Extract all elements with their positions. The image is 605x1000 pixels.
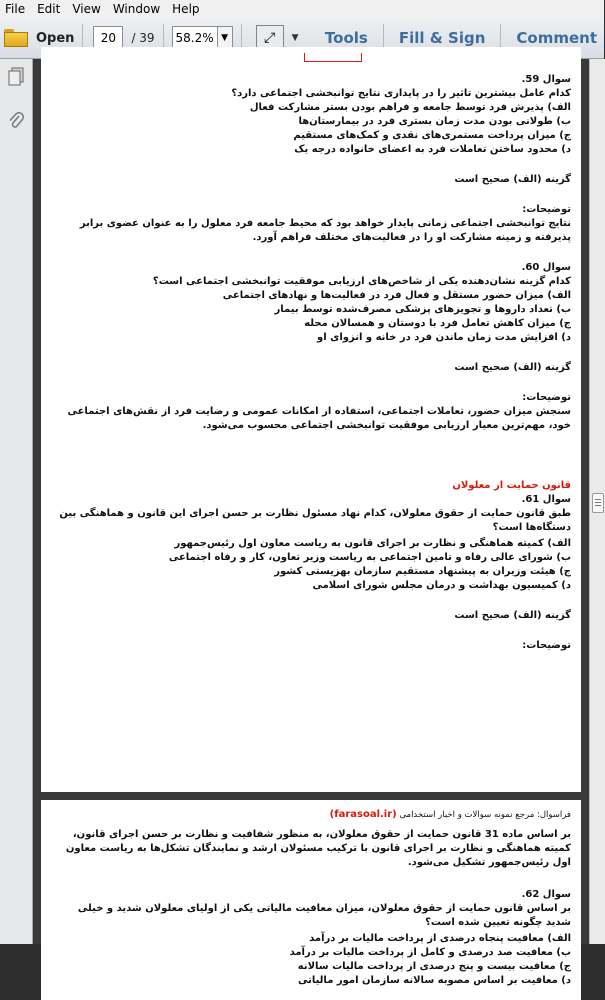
option-a: الف) پذیرش فرد توسط جامعه و فراهم بودن بستر مشارکت فعال	[249, 102, 571, 113]
folder-icon	[4, 29, 28, 47]
header-text: فراسوال: مرجع نمونه سوالات و اخبار استخدامی	[399, 810, 571, 820]
document-viewer[interactable]	[33, 59, 589, 986]
zoom-dropdown-icon[interactable]: ▼	[218, 26, 233, 50]
pdf-page	[41, 47, 581, 792]
section-title: قانون حمایت از معلولان	[452, 480, 571, 491]
menu-view[interactable]: View	[72, 2, 101, 16]
option-c: ج) میزان کاهش تعامل فرد با دوستان و همسالان محله	[304, 318, 571, 329]
explanation-label: توضیحات:	[522, 204, 571, 215]
question-text: بر اساس قانون حمایت از حقوق معلولان، میزان معافیت مالیاتی یکی از اولیای معلولان شدید و خیلی شدید چگونه تعیین شده است؟	[77, 903, 571, 928]
question-title: سوال 60.	[521, 262, 571, 273]
answer-line: گزینه (الف) صحیح است	[454, 610, 571, 621]
explanation-text: نتایج توانبخشی اجتماعی زمانی پایدار خواهد بود که محیط جامعه فرد معلول را به عنوان عضوی برابر پذیرفته و زمینه مشارکت او را در فعالیت‌های مختلف فراهم آورد.	[79, 218, 571, 243]
page-header	[51, 808, 571, 822]
menu-file[interactable]: File	[5, 2, 26, 16]
explanation-label: توضیحات:	[522, 392, 571, 403]
question-text: طبق قانون حمایت از حقوق معلولان، کدام نهاد مسئول نظارت بر حسن اجرای این قانون و هماهنگی بین دستگاه‌ها است؟	[59, 508, 571, 533]
option-c: ج) هیئت وزیران به پیشنهاد مستقیم سازمان بهزیستی کشور	[274, 566, 571, 577]
option-c: ج) میزان پرداخت مستمری‌های نقدی و کمک‌های مستقیم	[293, 130, 571, 141]
open-label: Open	[36, 30, 75, 46]
option-b: ب) طولانی بودن مدت زمان بستری فرد در بیمارستان‌ها	[298, 116, 571, 127]
explanation-text: بر اساس ماده 31 قانون حمایت از حقوق معلولان، به منظور شفافیت و نظارت بر حسن اجرای قانون، کمیته هماهنگی و نظارت بر اجرای قانون با ترکیب مسئولان ارشد و نمایندگان تشکل‌ها به ریاست معاون اول رئیس‌جمهور تشکیل می‌شود.	[65, 829, 571, 868]
header-link[interactable]: (farasoal.ir)	[329, 809, 397, 820]
vertical-scrollbar[interactable]	[589, 59, 605, 944]
zoom-input[interactable]: 58.2%	[172, 26, 218, 50]
page-number-input[interactable]: 20	[93, 26, 123, 50]
chevron-down-icon[interactable]: ▼	[291, 33, 299, 43]
question-title: سوال 59.	[521, 74, 571, 85]
explanation-text: سنجش میزان حضور، تعاملات اجتماعی، استفاده از امکانات عمومی و رضایت فرد از نقش‌های اجتماعی خود، مهم‌ترین معیار ارزیابی موفقیت توانبخشی اجتماعی محسوب می‌شود.	[67, 406, 571, 431]
tools-button[interactable]: Tools	[324, 29, 368, 47]
option-a: الف) کمیته هماهنگی و نظارت بر اجرای قانون به ریاست معاون اول رئیس‌جمهور	[174, 538, 571, 549]
option-a: الف) میزان حضور مستقل و فعال فرد در فعالیت‌ها و نهادهای اجتماعی	[222, 290, 571, 301]
option-c: ج) معافیت بیست و پنج درصدی از پرداخت مالیات سالانه	[297, 961, 571, 972]
menu-edit[interactable]: Edit	[37, 2, 61, 16]
option-d: د) کمیسیون بهداشت و درمان مجلس شورای اسلامی	[312, 580, 571, 591]
option-d: د) معافیت بر اساس مصوبه سالانه سازمان امور مالیاتی	[297, 975, 571, 986]
question-text: کدام عامل بیشترین تاثیر را در پایداری نتایج توانبخشی اجتماعی دارد؟	[231, 88, 571, 99]
option-a: الف) معافیت پنجاه درصدی از پرداخت مالیات بر درآمد	[309, 933, 571, 944]
cut-off-red-box	[304, 53, 362, 62]
option-b: ب) شورای عالی رفاه و تامین اجتماعی به ریاست وزیر تعاون، کار و رفاه اجتماعی	[168, 552, 571, 563]
option-d: د) افزایش مدت زمان ماندن فرد در خانه و انزوای او	[317, 332, 571, 343]
attachments-paperclip-icon[interactable]	[7, 111, 25, 131]
answer-line: گزینه (الف) صحیح است	[454, 362, 571, 373]
menu-window[interactable]: Window	[112, 2, 161, 16]
menu-bar	[0, 0, 604, 18]
scrollbar-thumb[interactable]	[592, 493, 604, 513]
answer-line: گزینه (الف) صحیح است	[454, 174, 571, 185]
menu-help[interactable]: Help	[172, 2, 200, 16]
page-thumbnails-icon[interactable]	[7, 67, 25, 87]
comment-button[interactable]: Comment	[516, 29, 597, 47]
expand-arrows-icon: ⤢	[263, 30, 276, 46]
option-d: د) محدود ساختن تعاملات فرد به اعضای خانواده درجه یک	[294, 144, 571, 155]
question-title: سوال 62.	[521, 889, 571, 900]
page-total: / 39	[131, 31, 155, 45]
explanation-label: توضیحات:	[522, 640, 571, 651]
fill-sign-button[interactable]: Fill & Sign	[398, 29, 486, 47]
pdf-page	[41, 800, 581, 1000]
option-b: ب) تعداد داروها و تجویزهای پزشکی مصرف‌شده توسط بیمار	[274, 304, 571, 315]
option-b: ب) معافیت صد درصدی و کامل از پرداخت مالیات بر درآمد	[289, 947, 571, 958]
question-title: سوال 61.	[521, 494, 571, 505]
navigation-panel	[0, 59, 33, 944]
question-text: کدام گزینه نشان‌دهنده یکی از شاخص‌های ارزیابی موفقیت توانبخشی اجتماعی است؟	[152, 276, 571, 287]
